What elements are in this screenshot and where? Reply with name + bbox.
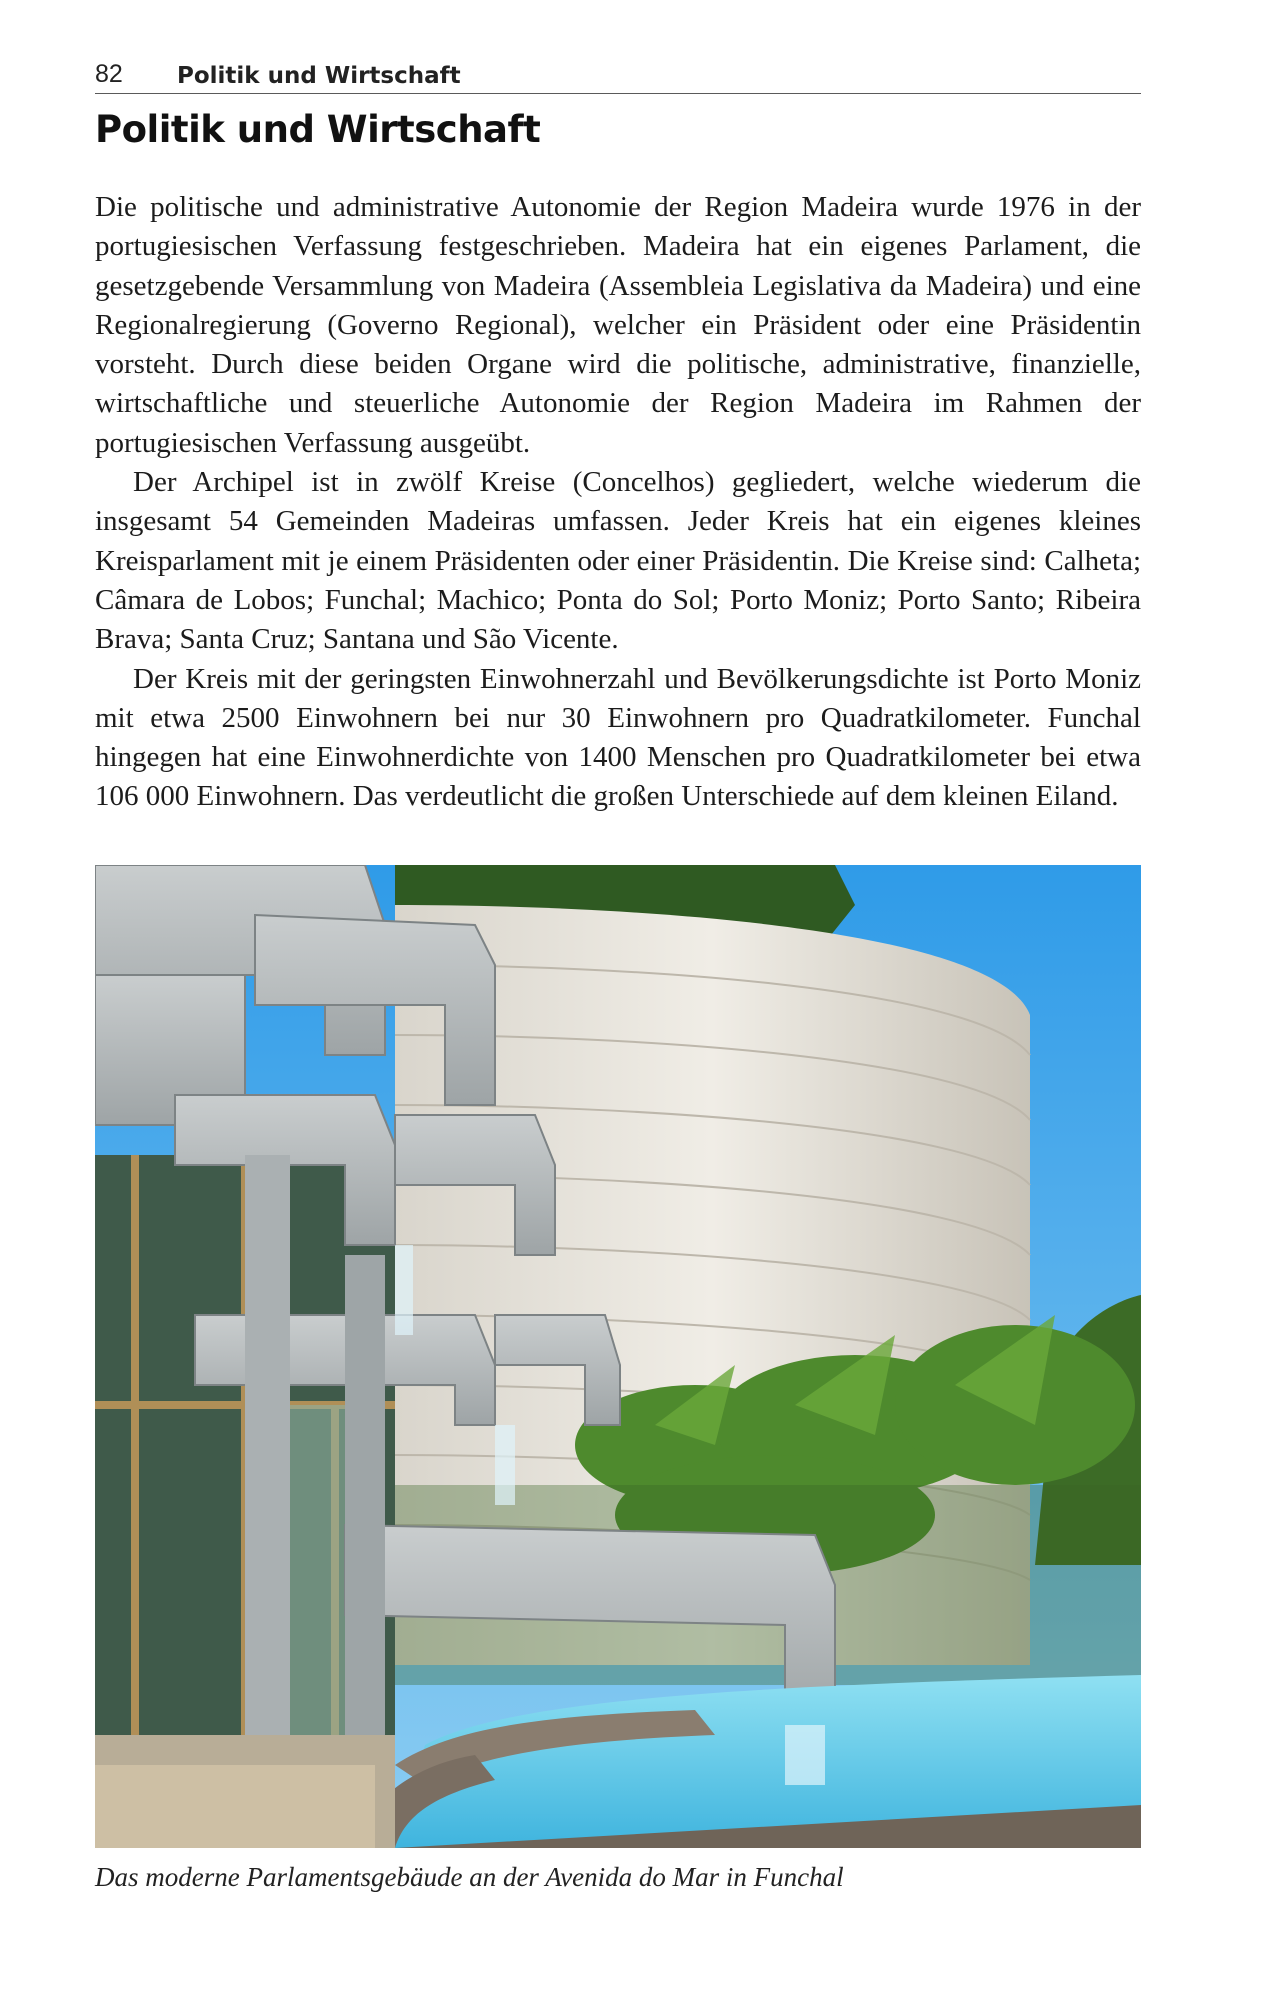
- body-text: [95, 188, 1141, 817]
- paragraph-population: Der Kreis mit der geringsten Einwohnerzahl und Bevölkerungsdichte ist Porto Moniz mit etwa 2500 Einwohnern bei nur 30 Einwohnern pro Quadratkilometer. Funchal hingegen hat eine Einwohnerdichte von 1400 Menschen pro Quadratkilometer bei etwa 106 000 Einwohnern. Das verdeutlicht die großen Unterschiede auf dem kleinen Eiland.: [95, 662, 1141, 813]
- parliament-photo-illustration: [95, 865, 1141, 1848]
- page-number: 82: [95, 60, 123, 88]
- running-header: [95, 58, 1141, 94]
- chapter-title: Politik und Wirtschaft: [95, 108, 541, 151]
- paragraph-autonomy: Die politische und administrative Autonomie der Region Madeira wurde 1976 in der portugiesischen Verfassung festgeschrieben. Madeira hat ein eigenes Parlament, die gesetzgebende Versammlung von Madeira (Assembleia Legislativa da Madeira) und eine Regionalregierung (Governo Regional), welcher ein Präsident oder eine Präsidentin vorsteht. Durch diese beiden Organe wird die politische, administrative, finanzielle, wirtschaftliche und steuerliche Autonomie der Region Madeira im Rahmen der portugiesischen Verfassung ausgeübt.: [95, 191, 1141, 459]
- paragraph-districts: Der Archipel ist in zwölf Kreise (Concelhos) gegliedert, welche wiederum die insgesamt 54 Gemeinden Madeiras umfassen. Jeder Kreis hat ein eigenes kleines Kreisparlament mit je einem Präsidenten oder einer Präsidentin. Die Kreise sind: Calheta; Câmara de Lobos; Funchal; Machico; Ponta do Sol; Porto Moniz; Porto Santo; Ribeira Brava; Santa Cruz; Santana und São Vicente.: [95, 466, 1141, 656]
- running-title: Politik und Wirtschaft: [177, 63, 461, 89]
- parliament-photo: [95, 865, 1141, 1848]
- photo-caption: Das moderne Parlamentsgebäude an der Avenida do Mar in Funchal: [95, 1862, 844, 1892]
